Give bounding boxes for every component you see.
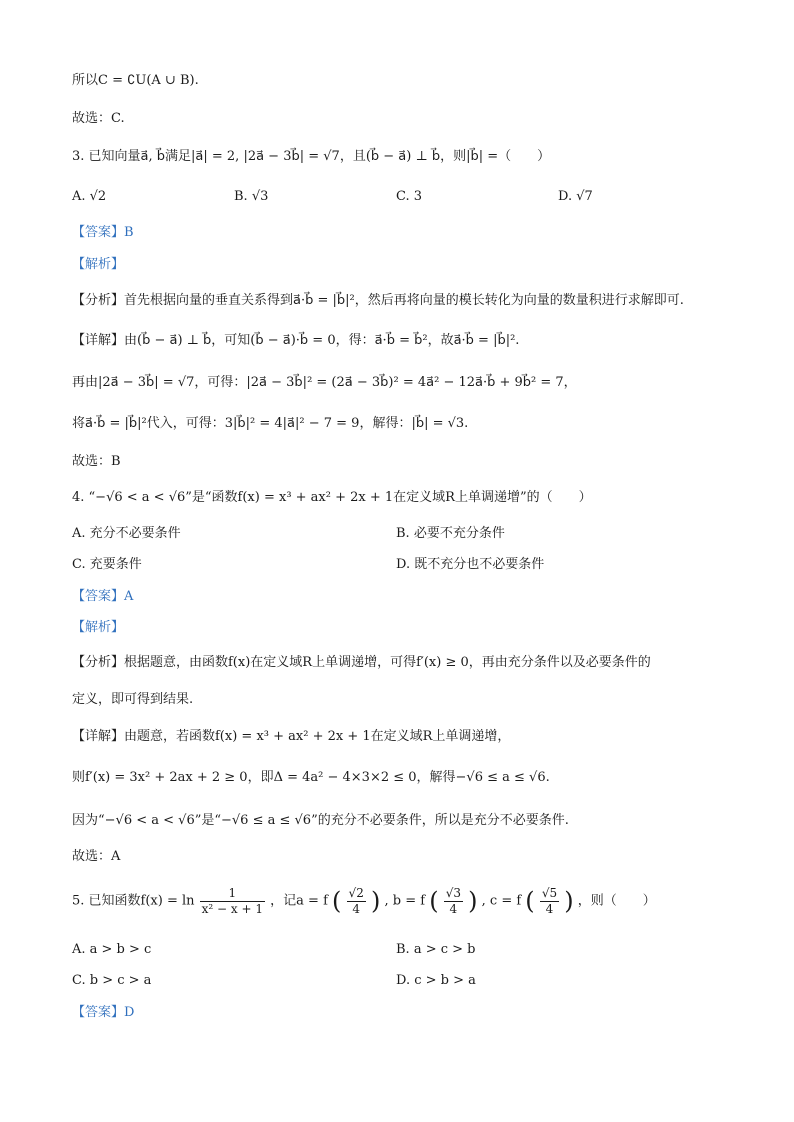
q4-option-c: C. 充要条件 [72,557,142,572]
q4-analysis: 【分析】根据题意，由函数f(x)在定义域R上单调递增，可得f′(x) ≥ 0，再由充分条件以及必要条件的 [72,655,651,670]
q5-paren-open-c: ( [525,887,535,915]
q5-paren-close-a: ) [370,887,381,915]
q5-tail: ，则（ ） [577,893,656,909]
q5-c-eq: , c = f [481,893,522,909]
q4-answer: 【答案】A [72,589,134,604]
q3-detail-1: 【详解】由(b⃗ − a⃗) ⊥ b⃗，可知(b⃗ − a⃗)·b⃗ = 0，得：a⃗·b⃗ = b⃗²，故a⃗·b⃗ = |b⃗|². [72,333,520,348]
q5-arg-c [540,886,559,917]
q5-arg-b-num: √3 [445,885,461,900]
q5-fraction-numerator: 1 [200,886,265,902]
q5-paren-open-a: ( [332,887,342,915]
q3-choice: 故选：B [72,454,121,469]
q3-option-a: A. √2 [72,189,107,204]
q3-analysis-heading: 【解析】 [72,257,125,272]
q4-analysis-heading: 【解析】 [72,620,125,635]
q5-paren-open-b: ( [429,887,439,915]
q4-detail-1: 【详解】由题意，若函数f(x) = x³ + ax² + 2x + 1在定义域R上单调递增， [72,729,511,744]
answer-choice-line: 故选：C. [72,111,125,126]
q5-fraction-denominator: x² − x + 1 [201,901,264,916]
q5-paren-close-b: ) [468,887,478,915]
q5-arg-a-den: 4 [352,901,360,916]
q3-analysis: 【分析】首先根据向量的垂直关系得到a⃗·b⃗ = |b⃗|²，然后再将向量的模长转化为向量的数量积进行求解即可. [72,293,684,308]
question-3-stem: 3. 已知向量a⃗, b⃗满足|a⃗| = 2, |2a⃗ − 3b⃗| = √7，且(b⃗ − a⃗) ⊥ b⃗，则|b⃗| =（ ） [72,149,551,164]
q3-detail-3: 将a⃗·b⃗ = |b⃗|²代入，可得：3|b⃗|² = 4|a⃗|² − 7 = 9，解得：|b⃗| = √3. [72,416,469,431]
q4-option-a: A. 充分不必要条件 [72,526,181,541]
q3-option-d: D. √7 [558,189,593,204]
q5-mid: ，记a = f [270,893,328,909]
q5-arg-a-num: √2 [348,885,364,900]
q4-choice: 故选：A [72,849,121,864]
q5-arg-c-den: 4 [545,901,554,916]
q4-detail-2: 则f′(x) = 3x² + 2ax + 2 ≥ 0，即Δ = 4a² − 4×3×2 ≤ 0，解得−√6 ≤ a ≤ √6. [72,770,550,785]
q5-arg-a [347,886,366,917]
q4-detail-3: 因为“−√6 < a < √6”是“−√6 ≤ a ≤ √6”的充分不必要条件，所以是充分不必要条件. [72,813,569,828]
question-4-stem: 4. “−√6 < a < √6”是“函数f(x) = x³ + ax² + 2x + 1在定义域R上单调递增”的（ ） [72,490,592,505]
q5-arg-c-num: √5 [541,885,558,900]
q5-b-eq: , b = f [384,893,426,909]
q3-option-c: C. 3 [396,189,423,204]
q3-detail-2: 再由|2a⃗ − 3b⃗| = √7，可得：|2a⃗ − 3b⃗|² = (2a⃗ − 3b⃗)² = 4a⃗² − 12a⃗·b⃗ + 9b⃗² = 7， [72,375,577,390]
q3-option-b: B. √3 [234,189,269,204]
q5-option-a: A. a > b > c [72,942,152,957]
question-5-stem [72,882,656,921]
q5-arg-b [444,886,463,917]
q5-paren-close-c: ) [564,887,574,915]
q5-option-b: B. a > c > b [396,942,476,957]
q4-analysis-cont: 定义，即可得到结果. [72,692,194,707]
q5-option-d: D. c > b > a [396,973,476,988]
conclusion-line: 所以C = ∁U(A ∪ B). [72,73,199,88]
q5-option-c: C. b > c > a [72,973,152,988]
q3-answer: 【答案】B [72,225,134,240]
q5-lead: 5. 已知函数f(x) = ln [72,893,195,909]
q5-answer: 【答案】D [72,1005,135,1020]
q4-option-b: B. 必要不充分条件 [396,526,505,541]
q5-fraction [200,886,265,917]
q4-option-d: D. 既不充分也不必要条件 [396,557,545,572]
q5-arg-b-den: 4 [449,901,458,916]
